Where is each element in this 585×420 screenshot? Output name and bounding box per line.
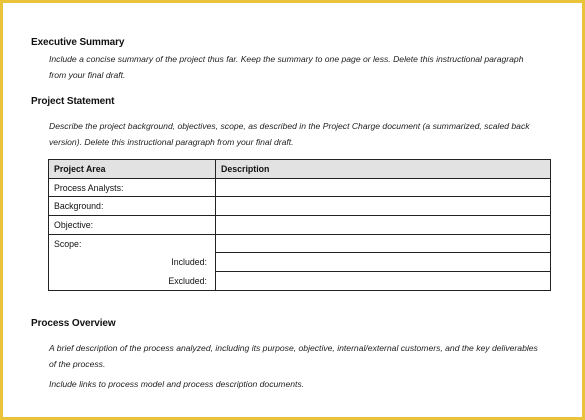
description-header: Description	[216, 160, 551, 179]
executive-summary-text	[49, 51, 569, 83]
process-overview-line-3: Include links to process model and process description documents.	[49, 379, 305, 389]
table-row	[49, 253, 551, 272]
process-overview-line-1: A brief description of the process analyzed, including its purpose, objective, internal/external customers, and the key deliverables	[49, 343, 538, 353]
project-statement-line-2: version). Delete this instructional paragraph from your final draft.	[49, 137, 294, 147]
table-row	[49, 178, 551, 197]
included-description[interactable]	[216, 253, 551, 272]
process-analysts-description[interactable]	[216, 178, 551, 197]
objective-description[interactable]	[216, 216, 551, 235]
included-label: Included:	[49, 253, 216, 272]
project-statement-text	[49, 118, 569, 150]
table-row	[49, 272, 551, 291]
executive-summary-line-1: Include a concise summary of the project thus far. Keep the summary to one page or less. Delete this instructional paragraph	[49, 54, 524, 64]
scope-description[interactable]	[216, 234, 551, 253]
scope-label: Scope:	[49, 234, 216, 253]
project-statement-heading: Project Statement	[31, 96, 115, 107]
project-statement-line-1: Describe the project background, objectives, scope, as described in the Project Charge document (a summarized, scaled back	[49, 121, 530, 131]
executive-summary-heading: Executive Summary	[31, 37, 125, 48]
table-row	[49, 234, 551, 253]
excluded-description[interactable]	[216, 272, 551, 291]
objective-label: Objective:	[49, 216, 216, 235]
table-header-row	[49, 160, 551, 179]
background-description[interactable]	[216, 197, 551, 216]
process-overview-heading: Process Overview	[31, 318, 116, 329]
table-row	[49, 197, 551, 216]
background-label: Background:	[49, 197, 216, 216]
excluded-label: Excluded:	[49, 272, 216, 291]
executive-summary-line-2: from your final draft.	[49, 70, 126, 80]
process-overview-line-2: of the process.	[49, 359, 106, 369]
process-overview-text	[49, 340, 569, 392]
process-analysts-label: Process Analysts:	[49, 178, 216, 197]
table-row	[49, 216, 551, 235]
project-area-header: Project Area	[49, 160, 216, 179]
project-area-table	[48, 159, 551, 291]
